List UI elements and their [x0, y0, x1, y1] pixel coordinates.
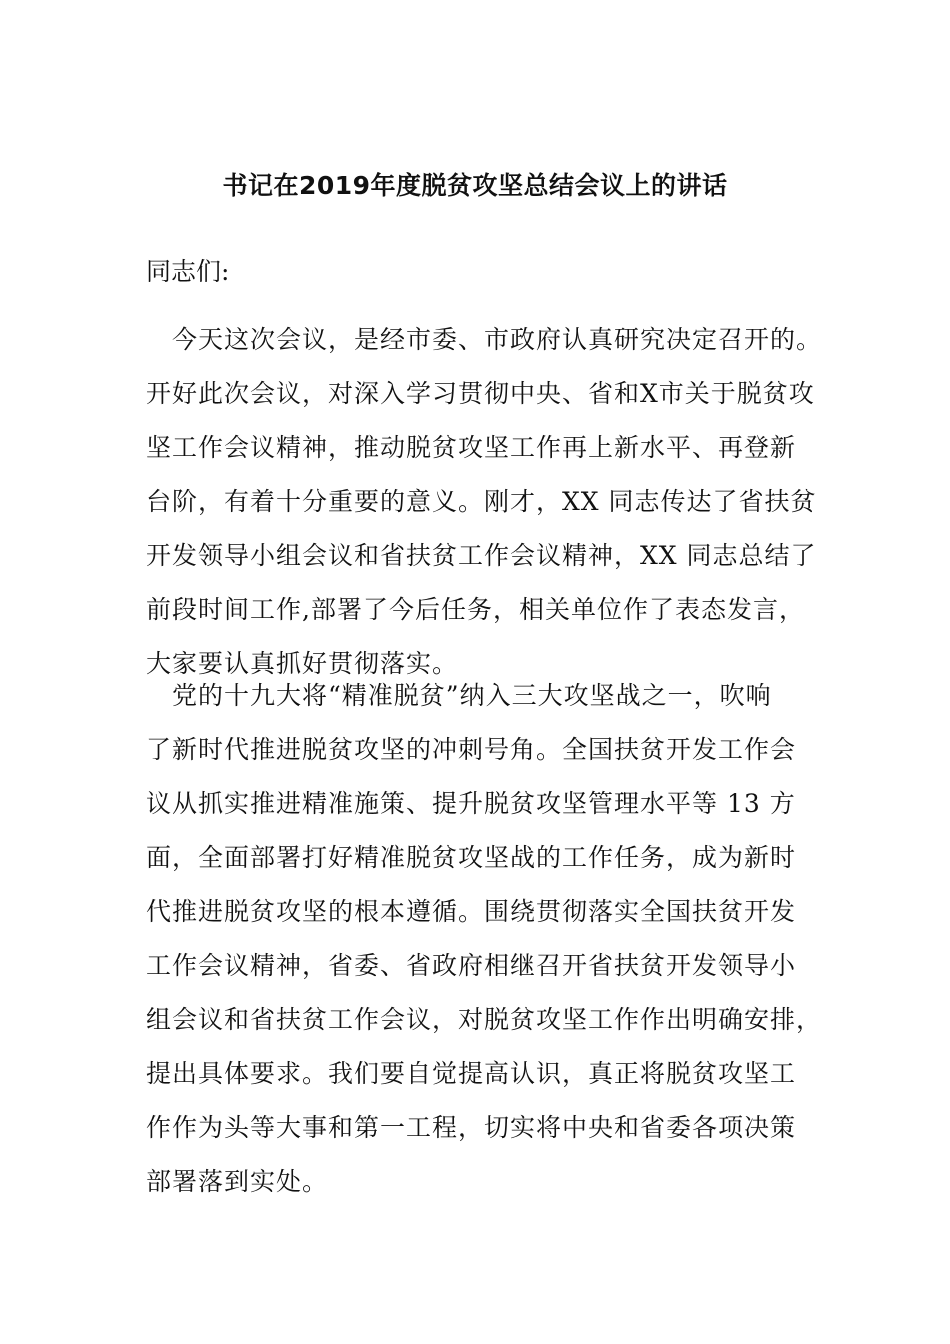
paragraph-line: 部署落到实处。 [146, 1167, 329, 1196]
paragraph-line: 了新时代推进脱贫攻坚的冲刺号角。全国扶贫开发工作会 [146, 735, 797, 764]
paragraph-2 [146, 676, 826, 1216]
salutation: 同志们: [146, 257, 230, 286]
paragraph-line: 党的十九大将“精准脱贫”纳入三大攻坚战之一，吹响 [146, 681, 772, 710]
paragraph-line: 工作会议精神，省委、省政府相继召开省扶贫开发领导小 [146, 951, 797, 980]
paragraph-1 [146, 320, 826, 698]
document-title: 书记在2019年度脱贫攻坚总结会议上的讲话 [222, 171, 728, 200]
paragraph-line: 作作为头等大事和第一工程，切实将中央和省委各项决策 [146, 1113, 797, 1142]
paragraph-line: 代推进脱贫攻坚的根本遵循。围绕贯彻落实全国扶贫开发 [146, 897, 797, 926]
paragraph-line: 前段时间工作,部署了今后任务，相关单位作了表态发言， [146, 595, 805, 624]
paragraph-line: 开发领导小组会议和省扶贫工作会议精神，XX 同志总结了 [146, 541, 817, 570]
paragraph-line: 坚工作会议精神，推动脱贫攻坚工作再上新水平、再登新 [146, 433, 797, 462]
paragraph-line: 议从抓实推进精准施策、提升脱贫攻坚管理水平等 13 方 [146, 789, 796, 818]
paragraph-line: 面，全面部署打好精准脱贫攻坚战的工作任务，成为新时 [146, 843, 797, 872]
paragraph-line: 提出具体要求。我们要自觉提高认识，真正将脱贫攻坚工 [146, 1059, 797, 1088]
paragraph-line: 今天这次会议，是经市委、市政府认真研究决定召开的。 [146, 325, 823, 354]
paragraph-line: 开好此次会议，对深入学习贯彻中央、省和X市关于脱贫攻 [146, 379, 815, 408]
paragraph-line: 台阶，有着十分重要的意义。刚才，XX 同志传达了省扶贫 [146, 487, 817, 516]
paragraph-line: 组会议和省扶贫工作会议，对脱贫攻坚工作作出明确安排， [146, 1005, 823, 1034]
paragraph-line: 大家要认真抓好贯彻落实。 [146, 649, 459, 678]
